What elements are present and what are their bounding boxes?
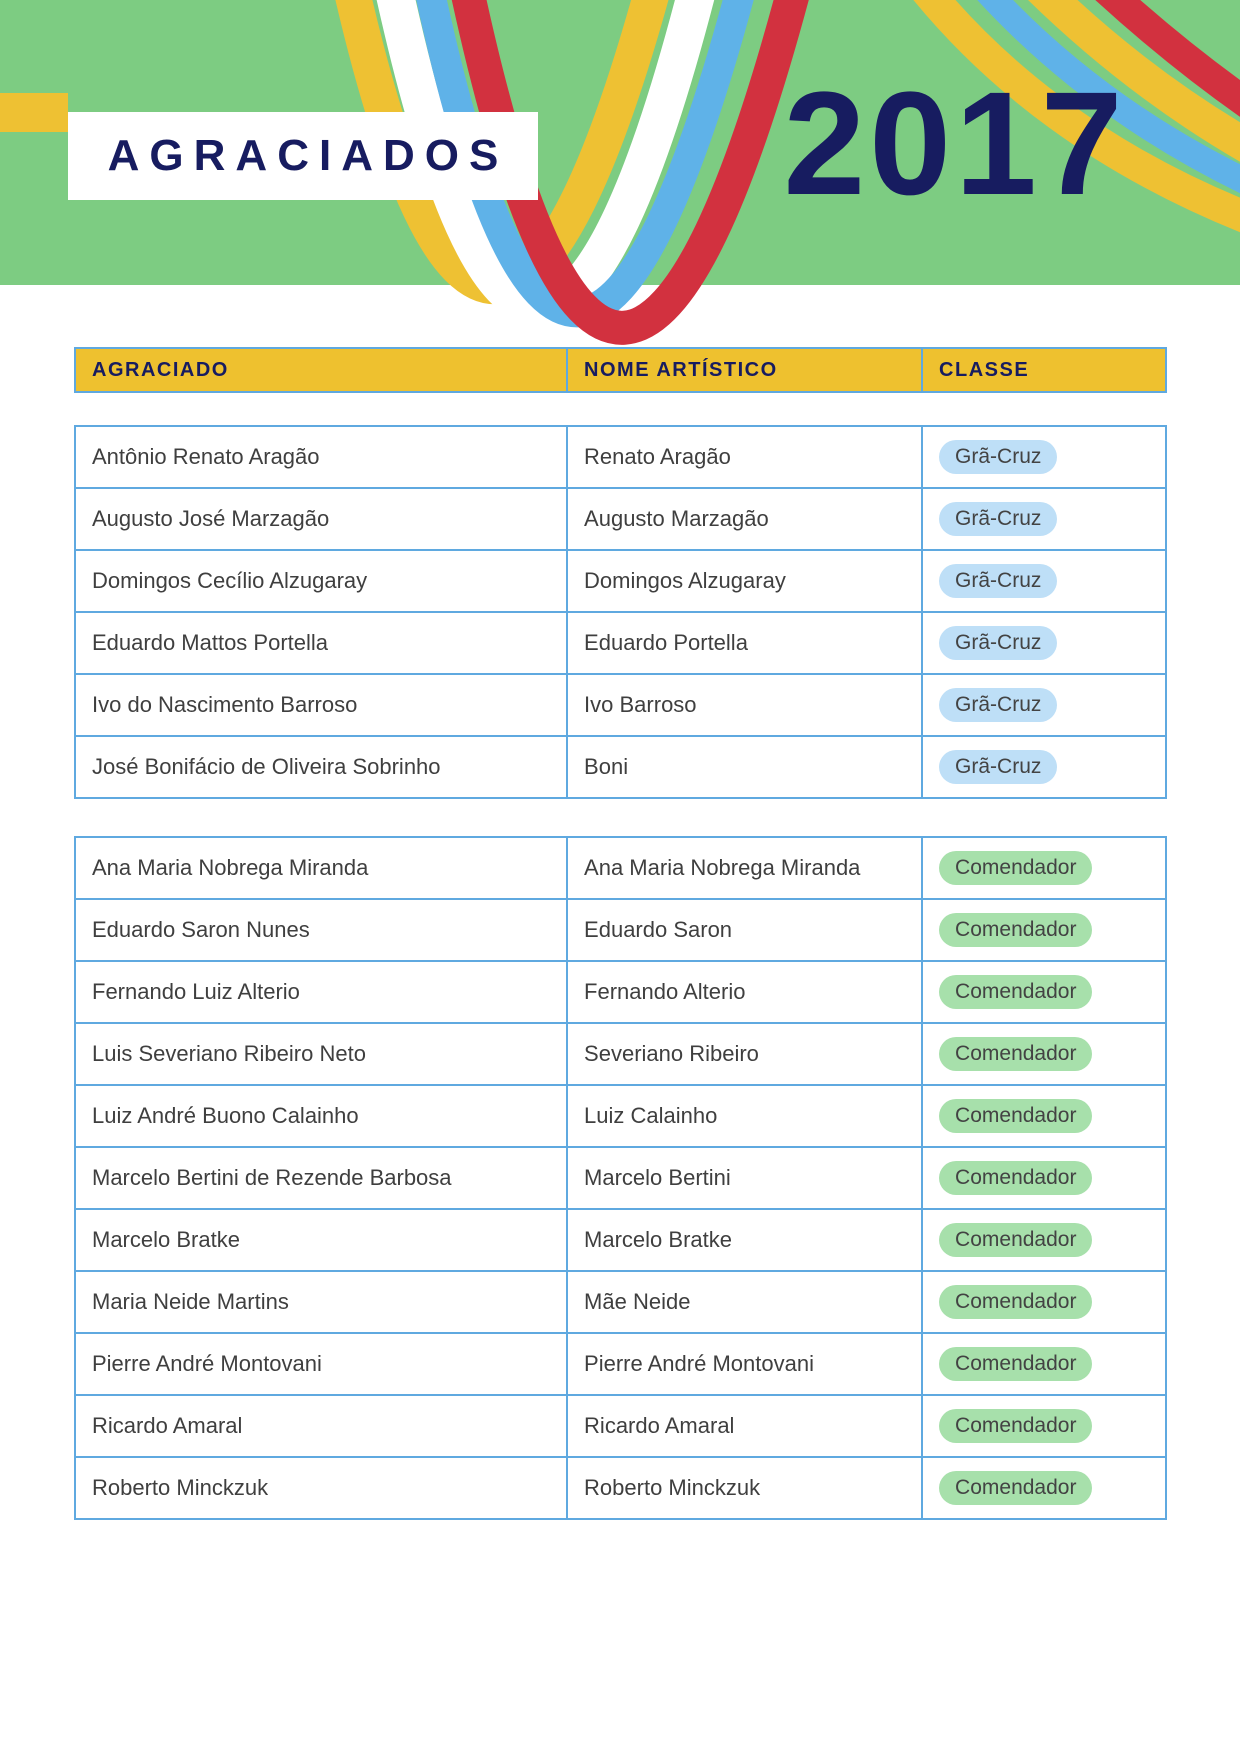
agraciado-cell: Pierre André Montovani bbox=[92, 1351, 322, 1376]
nome-artistico-cell: Fernando Alterio bbox=[566, 962, 921, 1022]
classe-badge: Comendador bbox=[939, 1099, 1092, 1133]
nome-artistico-cell: Severiano Ribeiro bbox=[566, 1024, 921, 1084]
agraciado-cell: Ivo do Nascimento Barroso bbox=[92, 692, 358, 717]
classe-cell bbox=[921, 1148, 1165, 1208]
nome-artistico-cell: Marcelo Bratke bbox=[566, 1210, 921, 1270]
table-row bbox=[76, 838, 1165, 898]
nome-artistico-cell: Eduardo Saron bbox=[566, 900, 921, 960]
classe-badge: Grã-Cruz bbox=[939, 750, 1057, 784]
classe-cell bbox=[921, 1396, 1165, 1456]
classe-badge: Comendador bbox=[939, 1285, 1092, 1319]
nome-artistico-cell: Eduardo Portella bbox=[566, 613, 921, 673]
table-body bbox=[74, 425, 1167, 1520]
nome-artistico-cell: Pierre André Montovani bbox=[566, 1334, 921, 1394]
table-row bbox=[76, 487, 1165, 549]
classe-cell bbox=[921, 1210, 1165, 1270]
classe-cell bbox=[921, 675, 1165, 735]
agraciado-cell: Marcelo Bertini de Rezende Barbosa bbox=[92, 1165, 452, 1190]
classe-cell bbox=[921, 427, 1165, 487]
agraciado-cell: Domingos Cecílio Alzugaray bbox=[92, 568, 368, 593]
table-row bbox=[76, 1084, 1165, 1146]
nome-artistico-cell: Ivo Barroso bbox=[566, 675, 921, 735]
nome-artistico-cell: Renato Aragão bbox=[566, 427, 921, 487]
classe-badge: Grã-Cruz bbox=[939, 564, 1057, 598]
page-title-box bbox=[68, 112, 538, 200]
nome-artistico-cell: Mãe Neide bbox=[566, 1272, 921, 1332]
table-row bbox=[76, 735, 1165, 797]
year-label: 2017 bbox=[783, 62, 1127, 226]
agraciado-cell: Ricardo Amaral bbox=[92, 1413, 243, 1438]
table-row bbox=[76, 1332, 1165, 1394]
classe-cell bbox=[921, 737, 1165, 797]
table-row bbox=[76, 673, 1165, 735]
classe-cell bbox=[921, 1458, 1165, 1518]
classe-cell bbox=[921, 1334, 1165, 1394]
classe-cell bbox=[921, 613, 1165, 673]
nome-artistico-cell: Roberto Minckzuk bbox=[566, 1458, 921, 1518]
classe-cell bbox=[921, 838, 1165, 898]
classe-badge: Comendador bbox=[939, 1161, 1092, 1195]
table-row bbox=[76, 611, 1165, 673]
column-header-nome-artistico: NOME ARTÍSTICO bbox=[566, 349, 921, 391]
classe-badge: Comendador bbox=[939, 1223, 1092, 1257]
agraciado-cell: Maria Neide Martins bbox=[92, 1289, 289, 1314]
agraciado-cell: José Bonifácio de Oliveira Sobrinho bbox=[92, 754, 441, 779]
nome-artistico-cell: Ricardo Amaral bbox=[566, 1396, 921, 1456]
table-row bbox=[76, 1146, 1165, 1208]
table-row bbox=[76, 1456, 1165, 1518]
classe-cell bbox=[921, 1272, 1165, 1332]
title-accent-block bbox=[0, 93, 68, 132]
agraciado-cell: Luiz André Buono Calainho bbox=[92, 1103, 359, 1128]
agraciado-cell: Luis Severiano Ribeiro Neto bbox=[92, 1041, 366, 1066]
agraciado-cell: Ana Maria Nobrega Miranda bbox=[92, 855, 369, 880]
table-row bbox=[76, 549, 1165, 611]
nome-artistico-cell: Augusto Marzagão bbox=[566, 489, 921, 549]
classe-badge: Grã-Cruz bbox=[939, 440, 1057, 474]
table-group-comendador bbox=[74, 836, 1167, 1520]
classe-cell bbox=[921, 489, 1165, 549]
nome-artistico-cell: Boni bbox=[566, 737, 921, 797]
classe-badge: Comendador bbox=[939, 1471, 1092, 1505]
agraciado-cell: Eduardo Mattos Portella bbox=[92, 630, 329, 655]
classe-badge: Comendador bbox=[939, 851, 1092, 885]
classe-cell bbox=[921, 551, 1165, 611]
nome-artistico-cell: Domingos Alzugaray bbox=[566, 551, 921, 611]
nome-artistico-cell: Ana Maria Nobrega Miranda bbox=[566, 838, 921, 898]
table-row bbox=[76, 1270, 1165, 1332]
classe-cell bbox=[921, 900, 1165, 960]
table-row bbox=[76, 898, 1165, 960]
classe-badge: Comendador bbox=[939, 1347, 1092, 1381]
classe-badge: Comendador bbox=[939, 1037, 1092, 1071]
table-row bbox=[76, 1022, 1165, 1084]
agraciado-cell: Antônio Renato Aragão bbox=[92, 444, 320, 469]
agraciado-cell: Eduardo Saron Nunes bbox=[92, 917, 310, 942]
agraciado-cell: Fernando Luiz Alterio bbox=[92, 979, 300, 1004]
classe-cell bbox=[921, 1086, 1165, 1146]
classe-badge: Comendador bbox=[939, 1409, 1092, 1443]
table-row bbox=[76, 427, 1165, 487]
table-header-row bbox=[74, 347, 1167, 393]
classe-badge: Comendador bbox=[939, 913, 1092, 947]
agraciado-cell: Roberto Minckzuk bbox=[92, 1475, 269, 1500]
awards-table bbox=[74, 347, 1167, 1520]
page-title: AGRACIADOS bbox=[107, 131, 509, 180]
column-header-agraciado: AGRACIADO bbox=[92, 358, 229, 381]
classe-cell bbox=[921, 1024, 1165, 1084]
table-row bbox=[76, 1394, 1165, 1456]
agraciado-cell: Augusto José Marzagão bbox=[92, 506, 330, 531]
classe-badge: Grã-Cruz bbox=[939, 688, 1057, 722]
table-row bbox=[76, 960, 1165, 1022]
classe-badge: Grã-Cruz bbox=[939, 626, 1057, 660]
agraciado-cell: Marcelo Bratke bbox=[92, 1227, 240, 1252]
nome-artistico-cell: Marcelo Bertini bbox=[566, 1148, 921, 1208]
column-header-classe: CLASSE bbox=[921, 349, 1165, 391]
table-group-gra-cruz bbox=[74, 425, 1167, 799]
table-row bbox=[76, 1208, 1165, 1270]
classe-badge: Grã-Cruz bbox=[939, 502, 1057, 536]
nome-artistico-cell: Luiz Calainho bbox=[566, 1086, 921, 1146]
classe-badge: Comendador bbox=[939, 975, 1092, 1009]
classe-cell bbox=[921, 962, 1165, 1022]
